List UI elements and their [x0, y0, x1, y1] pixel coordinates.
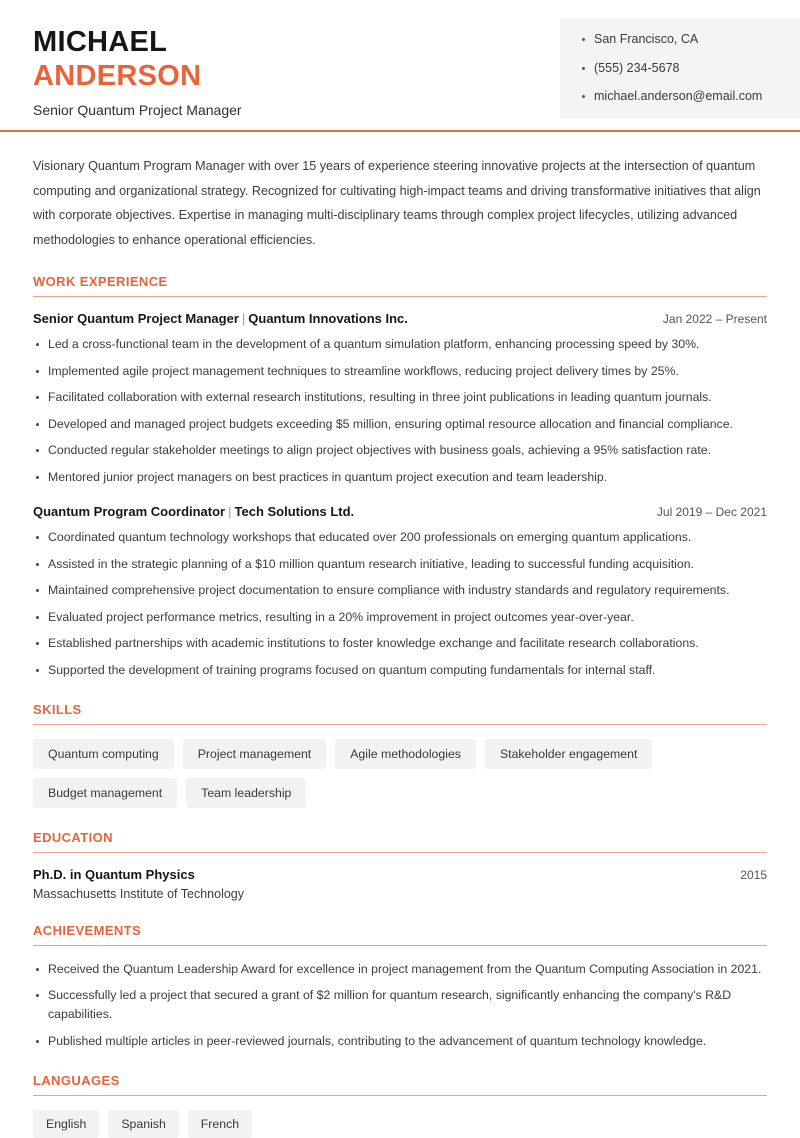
experience-entry	[33, 504, 767, 680]
list-item: Led a cross-functional team in the development of a quantum simulation platform, enhancing processing speed by 30%.	[33, 335, 767, 354]
name-block	[33, 26, 242, 118]
section-title-education: EDUCATION	[33, 829, 113, 845]
section-title-skills: SKILLS	[33, 701, 82, 717]
education-degree: Ph.D. in Quantum Physics	[33, 866, 195, 882]
experience-bullet-list	[33, 335, 767, 487]
list-item: Conducted regular stakeholder meetings to align project objectives with business goals, achieving a 95% satisfaction rate.	[33, 441, 767, 460]
list-item: Coordinated quantum technology workshops that educated over 200 professionals on emerging quantum applications.	[33, 528, 767, 547]
education-entry-header	[33, 867, 767, 882]
skill-pill: Budget management	[33, 778, 177, 808]
section-divider	[33, 945, 767, 946]
section-education	[33, 830, 767, 901]
language-pill: French	[188, 1110, 252, 1138]
skill-pill: Team leadership	[186, 778, 306, 808]
education-institution: Massachusetts Institute of Technology	[33, 886, 244, 901]
section-title-work-experience: WORK EXPERIENCE	[33, 274, 168, 290]
experience-company: Tech Solutions Ltd.	[234, 503, 355, 519]
title-separator: |	[228, 503, 232, 519]
experience-date-range: Jan 2022 – Present	[662, 312, 767, 327]
experience-title-company	[33, 504, 354, 519]
list-item: Facilitated collaboration with external research institutions, resulting in three joint publications in leading quantum journals.	[33, 388, 767, 407]
language-pill: Spanish	[108, 1110, 178, 1138]
experience-title-company	[33, 311, 408, 326]
professional-title: Senior Quantum Project Manager	[33, 102, 242, 119]
languages-pill-group	[33, 1110, 767, 1138]
language-pill: English	[33, 1110, 99, 1138]
experience-entry-header	[33, 504, 767, 519]
list-item: Successfully led a project that secured a grant of $2 million for quantum research, significantly enhancing the company's R&D capabilities.	[33, 986, 767, 1024]
section-title-achievements: ACHIEVEMENTS	[33, 922, 142, 938]
skills-pill-group	[33, 739, 767, 808]
list-item: Supported the development of training programs focused on quantum computing fundamentals for internal staff.	[33, 661, 767, 680]
list-item: Received the Quantum Leadership Award for excellence in project management from the Quantum Computing Association in 2021.	[33, 960, 767, 979]
list-item: Assisted in the strategic planning of a $10 million quantum research initiative, leading to successful funding acquisition.	[33, 555, 767, 574]
experience-role: Senior Quantum Project Manager	[33, 311, 239, 327]
skill-pill: Quantum computing	[33, 739, 174, 769]
professional-summary: Visionary Quantum Program Manager with over 15 years of experience steering innovative projects at the intersection of quantum computing and organizational strategy. Recognized for cultivating high-impact teams and driving transformative initiatives that align with corporate objectives. Expertise in managing multi-disciplinary teams through complex project lifecycles, utilizing advanced methodologies to enhance operational efficiencies.	[33, 159, 761, 247]
section-divider	[33, 852, 767, 853]
list-item: Mentored junior project managers on best practices in quantum project execution and team leadership.	[33, 468, 767, 487]
section-divider	[33, 724, 767, 725]
contact-email: michael.anderson@email.com	[582, 89, 800, 105]
last-name: ANDERSON	[33, 59, 202, 92]
list-item: Evaluated project performance metrics, resulting in a 20% improvement in project outcomes year-over-year.	[33, 608, 767, 627]
education-year: 2015	[740, 867, 767, 882]
experience-bullet-list	[33, 528, 767, 680]
experience-date-range: Jul 2019 – Dec 2021	[656, 504, 767, 519]
experience-role: Quantum Program Coordinator	[33, 503, 226, 519]
experience-entry	[33, 311, 767, 487]
experience-company: Quantum Innovations Inc.	[248, 311, 408, 327]
section-work-experience	[33, 274, 767, 680]
achievements-bullet-list	[33, 960, 767, 1051]
contact-list	[582, 32, 800, 105]
list-item: Implemented agile project management techniques to streamline workflows, reducing project delivery times by 25%.	[33, 362, 767, 381]
skill-pill: Agile methodologies	[335, 739, 476, 769]
contact-phone: (555) 234-5678	[582, 61, 800, 77]
list-item: Maintained comprehensive project documentation to ensure compliance with industry standards and regulatory requirements.	[33, 581, 767, 600]
education-entry	[33, 867, 767, 901]
contact-location: San Francisco, CA	[582, 32, 800, 48]
skill-pill: Stakeholder engagement	[485, 739, 652, 769]
section-achievements	[33, 923, 767, 1051]
section-languages	[33, 1073, 767, 1138]
list-item: Established partnerships with academic institutions to foster knowledge exchange and facilitate research collaborations.	[33, 634, 767, 653]
title-separator: |	[241, 311, 246, 327]
section-skills	[33, 702, 767, 808]
resume-body	[0, 154, 800, 1138]
experience-entry-header	[33, 311, 767, 326]
skill-pill: Project management	[183, 739, 326, 769]
section-title-languages: LANGUAGES	[33, 1072, 120, 1088]
first-name: MICHAEL	[33, 26, 168, 58]
section-divider	[33, 1095, 767, 1096]
list-item: Developed and managed project budgets exceeding $5 million, ensuring optimal resource allocation and financial compliance.	[33, 415, 767, 434]
list-item: Published multiple articles in peer-reviewed journals, contributing to the advancement of quantum technology knowledge.	[33, 1032, 767, 1051]
contact-info-box	[560, 18, 800, 119]
resume-header	[0, 0, 800, 132]
section-divider	[33, 296, 767, 297]
